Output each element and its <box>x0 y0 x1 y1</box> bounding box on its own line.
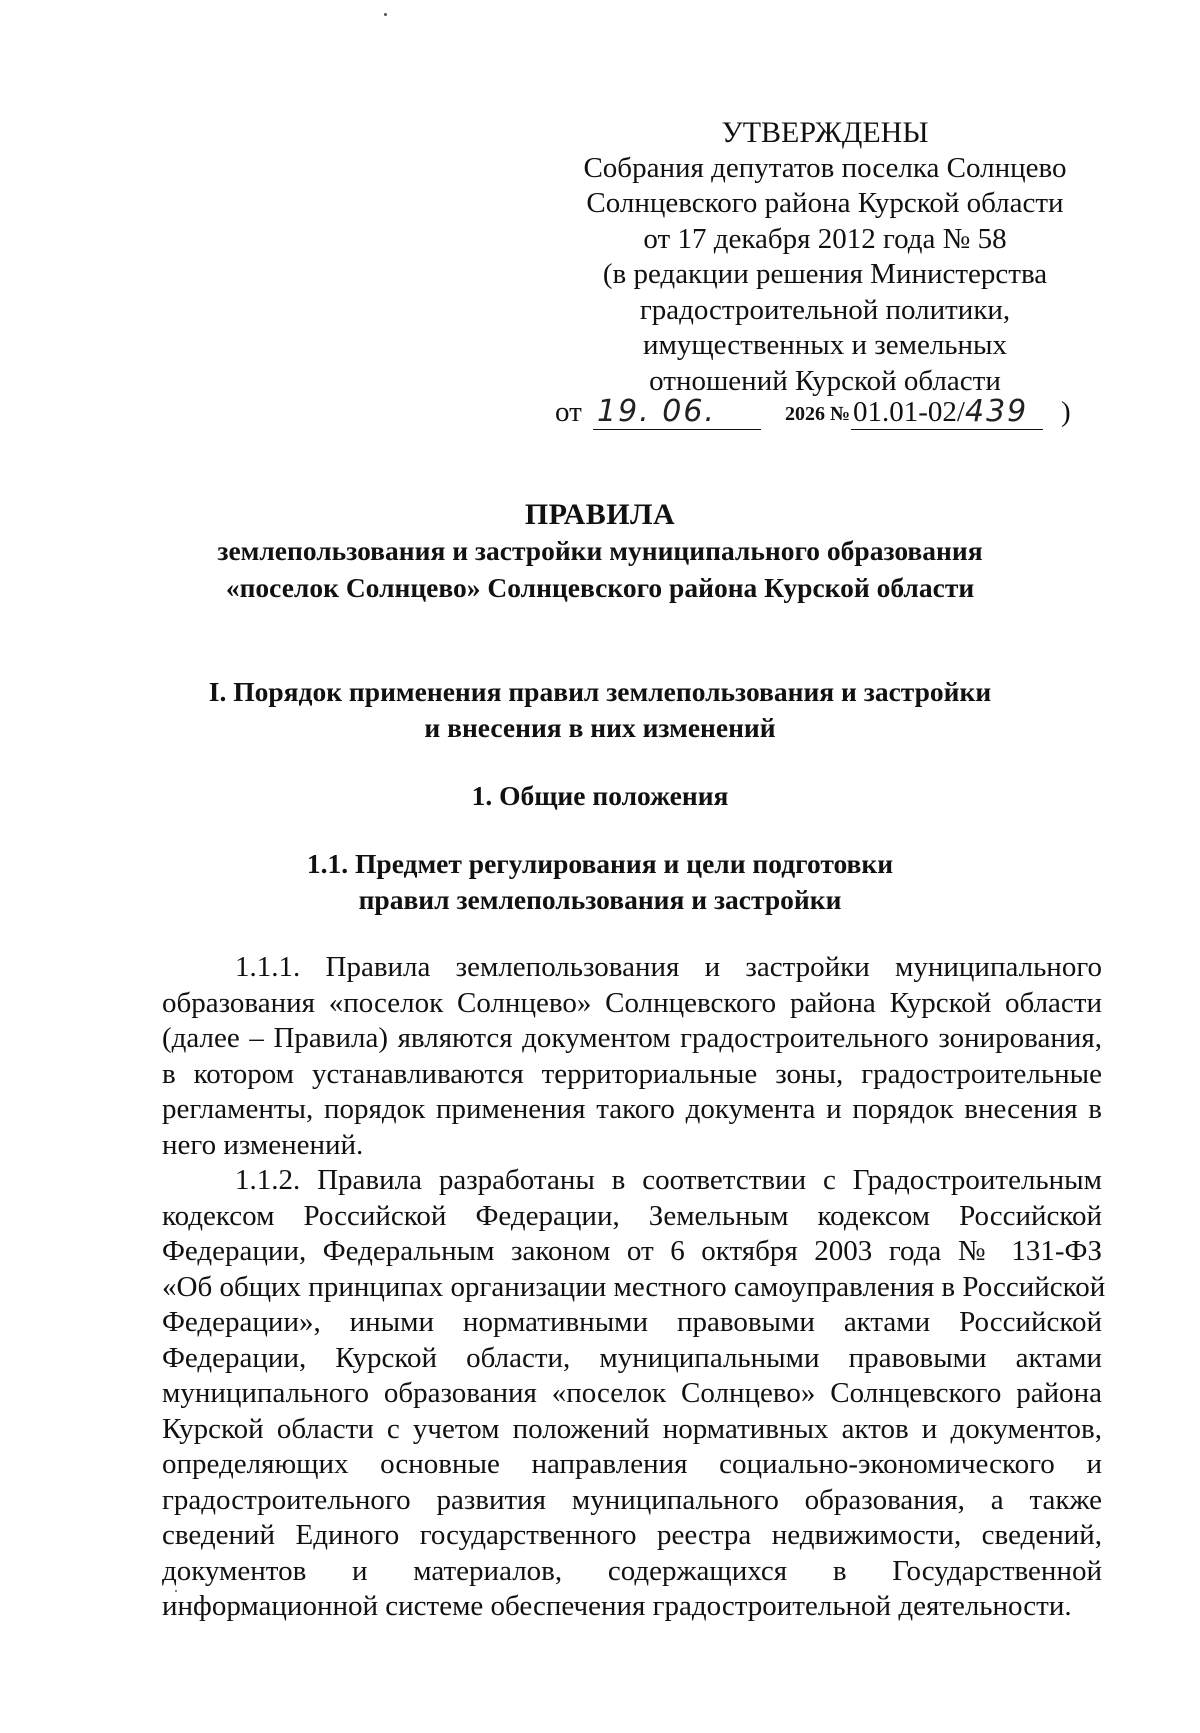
paragraph-line: определяющих основные направления социально-экономического и <box>162 1448 1102 1480</box>
date-close-paren: ) <box>1061 396 1071 428</box>
decision-number: 01.01-02/ <box>853 396 965 428</box>
date-year: 2026 № <box>785 403 851 425</box>
paragraph-line: 1.1.1. Правила землепользования и застройки муниципального <box>235 951 1102 983</box>
date-underline <box>593 429 761 430</box>
section-heading-line: I. Порядок применения правил землепользования и застройки <box>208 676 992 707</box>
number-underline <box>851 429 1043 430</box>
paragraph-line: градостроительного развития муниципального образования, а также <box>162 1483 1102 1516</box>
document-subtitle-line: землепользования и застройки муниципального образования <box>217 535 983 566</box>
paragraph-line: Курской области с учетом положений нормативных актов и документов, <box>162 1412 1102 1445</box>
document-title: ПРАВИЛА <box>524 498 676 531</box>
paragraph <box>162 950 1102 1163</box>
scan-speck <box>384 13 387 16</box>
paragraph-line: информационной системе обеспечения градостроительной деятельности. <box>162 1590 1072 1622</box>
paragraph-line: «Об общих принципах организации местного самоуправления в Российской <box>162 1270 1106 1303</box>
section-heading-line: и внесения в них изменений <box>424 712 776 743</box>
subsubsection-heading-line: 1.1. Предмет регулирования и цели подготовки <box>306 848 894 879</box>
paragraph-line: регламенты, порядок применения такого документа и порядок внесения в <box>162 1093 1102 1125</box>
subsubsection-heading-line: правил землепользования и застройки <box>358 884 842 915</box>
paragraph-line: документов и материалов, содержащихся в Государственной <box>162 1554 1102 1587</box>
paragraph-line: Федерации, Курской области, муниципальными правовыми актами <box>162 1341 1102 1374</box>
paragraph-line: муниципального образования «поселок Солнцево» Солнцевского района <box>162 1377 1102 1409</box>
approval-line: Солнцевского района Курской области <box>586 187 1064 219</box>
approval-line: отношений Курской области <box>649 364 1001 397</box>
paragraph-line: (далее – Правила) являются документом градостроительного зонирования, <box>162 1022 1102 1054</box>
approval-line: (в редакции решения Министерства <box>602 258 1048 290</box>
paragraph-line: в котором устанавливаются территориальные зоны, градостроительные <box>162 1057 1102 1090</box>
handwritten-date: 19. 06. <box>597 394 716 429</box>
paragraph-line: Федерации», иными нормативными правовыми актами Российской <box>162 1306 1102 1338</box>
paragraph-line: него изменений. <box>162 1128 364 1161</box>
document-subtitle-line: «поселок Солнцево» Солнцевского района Курской области <box>225 572 975 603</box>
approval-title: УТВЕРЖДЕНЫ <box>721 116 929 149</box>
approval-line: имущественных и земельных <box>642 329 1008 361</box>
handwritten-number: 439 <box>965 394 1029 429</box>
paragraph-line: сведений Единого государственного реестра недвижимости, сведений, <box>162 1519 1102 1551</box>
paragraph-line: Федерации, Федеральным законом от 6 октября 2003 года № 131-ФЗ <box>162 1235 1102 1267</box>
approval-line: градостроительной политики, <box>639 293 1011 326</box>
subsection-heading: 1. Общие положения <box>471 780 729 811</box>
paragraph <box>162 1163 1106 1625</box>
paragraph-line: кодексом Российской Федерации, Земельным кодексом Российской <box>162 1199 1102 1232</box>
approval-line: от 17 декабря 2012 года № 58 <box>643 222 1007 255</box>
paragraph-line: 1.1.2. Правила разработаны в соответствии с Градостроительным <box>235 1164 1102 1196</box>
approval-block <box>560 115 1090 399</box>
approval-line: Собрания депутатов поселка Солнцево <box>583 151 1067 184</box>
date-prefix: от <box>555 396 582 428</box>
paragraph-line: образования «поселок Солнцево» Солнцевского района Курской области <box>162 986 1102 1019</box>
approval-date-line <box>555 396 1095 436</box>
